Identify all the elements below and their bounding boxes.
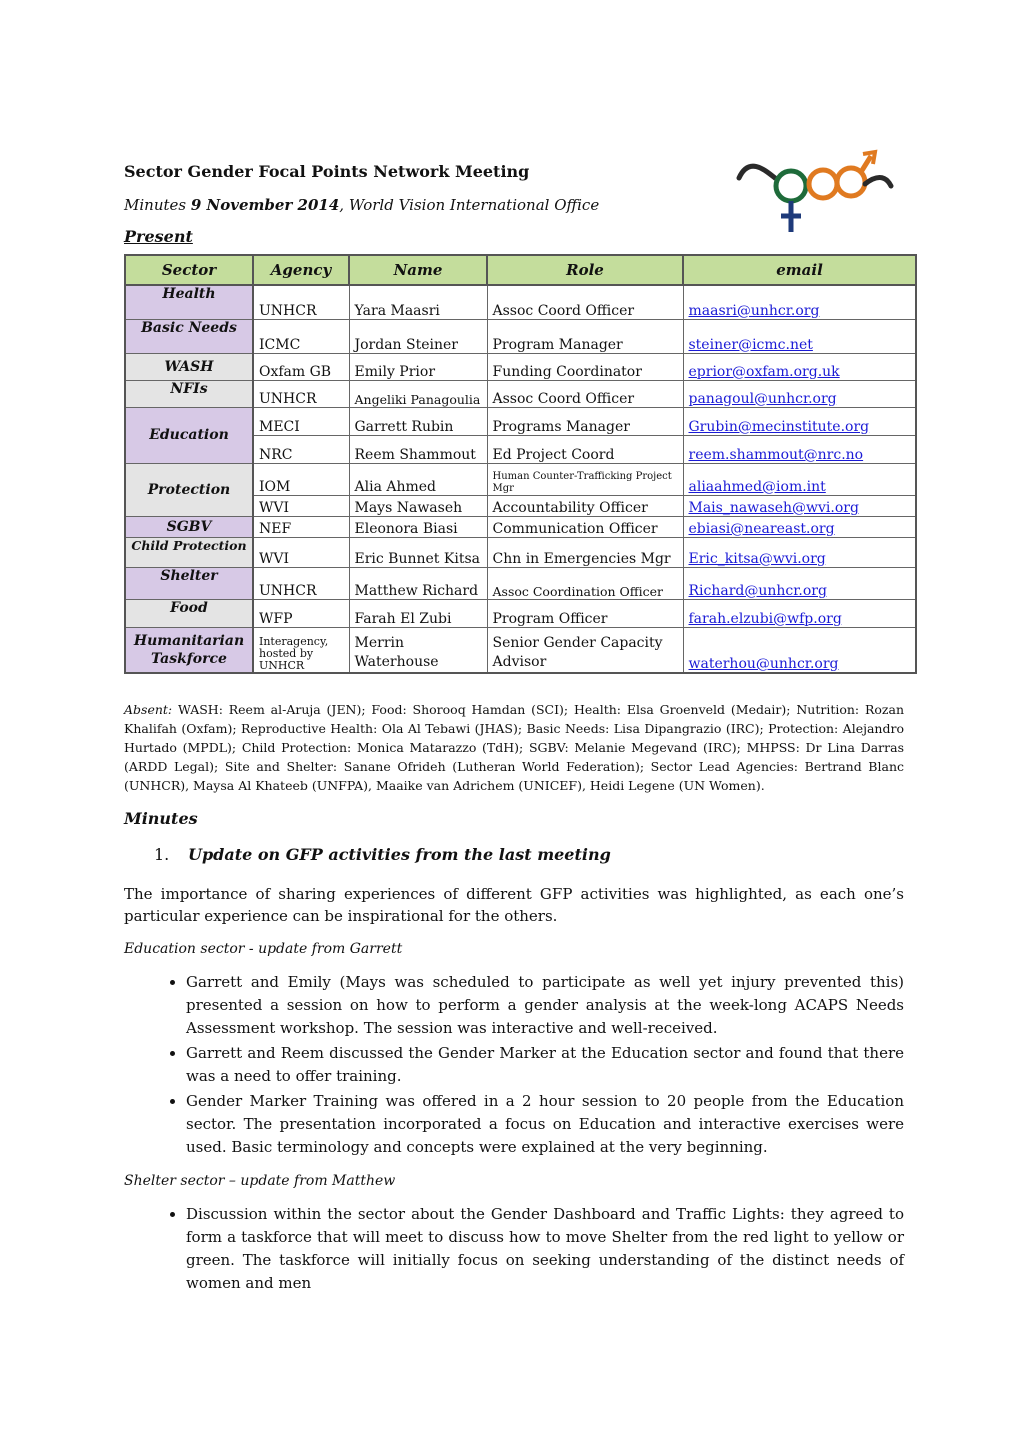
cell-name: Angeliki Panagoulia (349, 380, 487, 407)
table-row (125, 599, 916, 627)
cell-name: Mays Nawaseh (349, 495, 487, 516)
cell-role: Chn in Emergencies Mgr (487, 537, 683, 567)
cell-role: Accountability Officer (487, 495, 683, 516)
cell-role: Human Counter-Trafficking Project Mgr (487, 463, 683, 495)
cell-sector: Shelter (125, 567, 253, 599)
document-title: Sector Gender Focal Points Network Meeting (124, 162, 530, 181)
table-row (125, 380, 916, 407)
cell-name: Farah El Zubi (349, 599, 487, 627)
table-row (125, 537, 916, 567)
cell-sector: Education (125, 407, 253, 463)
cell-email-link[interactable]: Grubin@mecinstitute.org (683, 407, 916, 435)
cell-sector: Protection (125, 463, 253, 516)
cell-sector: NFIs (125, 380, 253, 407)
cell-sector: Child Protection (125, 537, 253, 567)
cell-name: Alia Ahmed (349, 463, 487, 495)
cell-role: Assoc Coord Officer (487, 285, 683, 319)
cell-role: Assoc Coordination Officer (487, 567, 683, 599)
shelter-bullet-list (124, 1203, 904, 1295)
cell-agency: WFP (253, 599, 349, 627)
cell-email-link[interactable]: reem.shammout@nrc.no (683, 435, 916, 463)
cell-agency: WVI (253, 537, 349, 567)
absent-list: Absent: WASH: Reem al-Aruja (JEN); Food: Shorooq Hamdan (SCI); Health: Elsa Groenveld (Medair); Nutrition: Rozan Khalifah (Oxfam); Reproductive Health: Ola Al Tebawi (JHAS); Basic Needs: Lisa Dipangrazio (IRC); Protection: Alejandro Hurtado (MPDL); Child Protection: Monica Matarazzo (TdH); SGBV: Melanie Megevand (IRC); MHPSS: Dr Lina Darras (ARDD Legal); Site and Shelter: Sanane Ofrideh (Lutheran World Federation); Sector Lead Agencies: Bertrand Blanc (UNHCR), Maysa Al Khateeb (UNFPA), Maaike van Adrichem (UNICEF), Heidi Legene (UN Women). (124, 702, 904, 793)
list-item: • Gender Marker Training was offered in a 2 hour session to 20 people from the Education sector. The presentation incorporated a focus on Education and interactive exercises were used. Basic terminology and concepts were explained at the very beginning. (186, 1090, 904, 1159)
shelter-subheading: Shelter sector – update from Matthew (124, 1173, 396, 1189)
cell-sector: Humanitarian Taskforce (125, 627, 253, 673)
cell-agency: ICMC (253, 319, 349, 353)
cell-name: Eric Bunnet Kitsa (349, 537, 487, 567)
document-subtitle: Minutes 9 November 2014, World Vision International Office (124, 196, 600, 214)
cell-name: Merrin Waterhouse (349, 627, 487, 673)
header-role: Role (487, 255, 683, 285)
cell-name: Jordan Steiner (349, 319, 487, 353)
cell-role: Program Manager (487, 319, 683, 353)
education-bullet-list (124, 971, 904, 1159)
cell-name: Matthew Richard (349, 567, 487, 599)
cell-sector: SGBV (125, 516, 253, 537)
cell-email-link[interactable]: steiner@icmc.net (683, 319, 916, 353)
cell-name: Yara Maasri (349, 285, 487, 319)
cell-agency: NEF (253, 516, 349, 537)
cell-name: Garrett Rubin (349, 407, 487, 435)
cell-agency: UNHCR (253, 285, 349, 319)
cell-email-link[interactable]: Eric_kitsa@wvi.org (683, 537, 916, 567)
present-heading: Present (124, 227, 193, 246)
cell-agency: WVI (253, 495, 349, 516)
minutes-heading: Minutes (124, 809, 198, 828)
cell-role: Communication Officer (487, 516, 683, 537)
cell-email-link[interactable]: panagoul@unhcr.org (683, 380, 916, 407)
cell-agency: UNHCR (253, 380, 349, 407)
cell-email-link[interactable]: aliaahmed@iom.int (683, 463, 916, 495)
header-agency: Agency (253, 255, 349, 285)
list-item: • Garrett and Emily (Mays was scheduled to participate as well yet injury prevented this) presented a session on how to perform a gender analysis at the week-long ACAPS Needs Assessment workshop. The session was interactive and well-received. (186, 971, 904, 1040)
document-page (124, 158, 904, 1297)
table-row (125, 463, 916, 495)
cell-name: Emily Prior (349, 353, 487, 380)
cell-agency: NRC (253, 435, 349, 463)
attendance-table (124, 254, 917, 674)
table-row (125, 567, 916, 599)
cell-role: Senior Gender Capacity Advisor (487, 627, 683, 673)
list-item: • Discussion within the sector about the Gender Dashboard and Traffic Lights: they agreed to form a taskforce that will meet to discuss how to move Shelter from the red light to yellow or green. The taskforce will initially focus on seeking understanding of the distinct needs of women and men (186, 1203, 904, 1295)
cell-agency: IOM (253, 463, 349, 495)
cell-role: Assoc Coord Officer (487, 380, 683, 407)
intro-paragraph: The importance of sharing experiences of different GFP activities was highlighted, as each one’s particular experience can be inspirational for the others. (124, 885, 904, 925)
cell-agency: MECI (253, 407, 349, 435)
table-header-row (125, 255, 916, 285)
table-row (125, 285, 916, 319)
header-email: email (683, 255, 916, 285)
cell-agency: UNHCR (253, 567, 349, 599)
cell-email-link[interactable]: ebiasi@neareast.org (683, 516, 916, 537)
table-row (125, 353, 916, 380)
cell-role: Funding Coordinator (487, 353, 683, 380)
cell-email-link[interactable]: farah.elzubi@wfp.org (683, 599, 916, 627)
cell-sector: Basic Needs (125, 319, 253, 353)
cell-email-link[interactable]: maasri@unhcr.org (683, 285, 916, 319)
cell-email-link[interactable]: Mais_nawaseh@wvi.org (683, 495, 916, 516)
table-row (125, 319, 916, 353)
cell-role: Ed Project Coord (487, 435, 683, 463)
cell-name: Reem Shammout (349, 435, 487, 463)
cell-sector: WASH (125, 353, 253, 380)
agenda-item-heading: 1. Update on GFP activities from the last meeting (154, 845, 611, 864)
cell-agency: Oxfam GB (253, 353, 349, 380)
header-sector: Sector (125, 255, 253, 285)
header-name: Name (349, 255, 487, 285)
cell-role: Program Officer (487, 599, 683, 627)
education-subheading: Education sector - update from Garrett (124, 941, 403, 957)
cell-email-link[interactable]: waterhou@unhcr.org (683, 627, 916, 673)
cell-email-link[interactable]: eprior@oxfam.org.uk (683, 353, 916, 380)
cell-name: Eleonora Biasi (349, 516, 487, 537)
table-row (125, 407, 916, 435)
cell-sector: Food (125, 599, 253, 627)
cell-sector: Health (125, 285, 253, 319)
cell-agency: Interagency, hosted by UNHCR (253, 627, 349, 673)
list-item: • Garrett and Reem discussed the Gender Marker at the Education sector and found that there was a need to offer training. (186, 1042, 904, 1088)
cell-email-link[interactable]: Richard@unhcr.org (683, 567, 916, 599)
table-row (125, 627, 916, 673)
cell-role: Programs Manager (487, 407, 683, 435)
table-row (125, 516, 916, 537)
